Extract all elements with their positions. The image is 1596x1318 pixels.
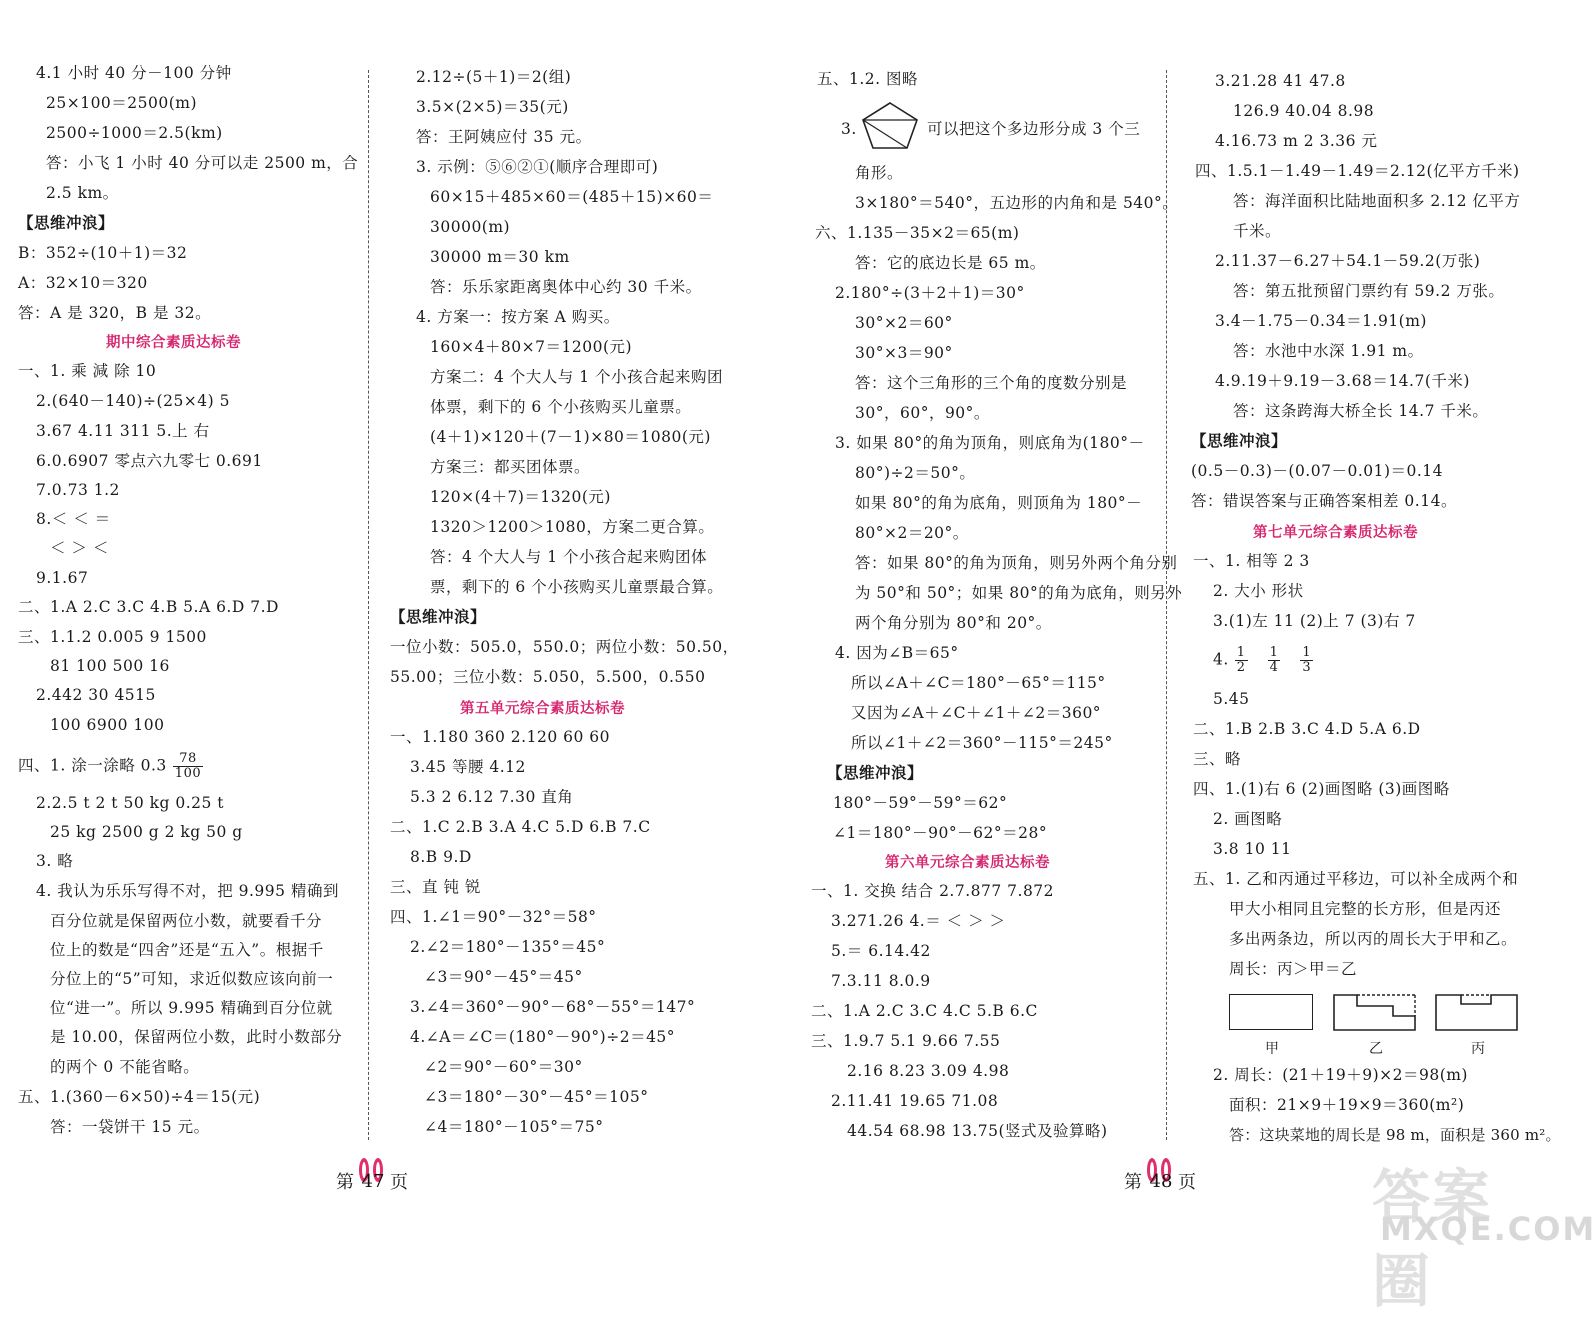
rectangle-jia [1229,994,1313,1030]
fraction [1300,646,1313,675]
text-line: 五、1.2. 图略 [817,70,919,88]
text-line: 二、1.B 2.B 3.C 4.D 5.A 6.D [1193,720,1421,738]
text-line: 81 100 500 16 [50,657,170,675]
text-line: 6.0.6907 零点六九零七 0.691 [36,452,263,470]
text-line: 4. 我认为乐乐写得不对，把 9.995 精确到 [36,882,339,900]
page-number: 47 [361,1170,385,1192]
text-line: 如果 80°的角为底角，则顶角为 180°－ [855,494,1143,512]
text-line: 2.180°÷(3＋2＋1)＝30° [835,284,1025,302]
section-title: 第七单元综合素质达标卷 [1253,525,1418,541]
text-line: 3. 略 [36,852,74,870]
fraction-numerator: 1 [1236,645,1246,660]
text-line: 的两个 0 不能省略。 [50,1058,200,1076]
page-number-left [336,1166,408,1196]
text-line: 44.54 68.98 13.75(竖式及验算略) [847,1122,1108,1140]
text-line: 80°)÷2＝50°。 [855,464,976,482]
text-line: 千米。 [1233,222,1282,240]
text-line: 4.16.73 m 2 3.36 元 [1215,132,1378,150]
text-line: 分位上的“5”可知，求近似数应该向前一 [50,970,334,988]
watermark-url: MXQE.COM [1380,1210,1596,1248]
text-line: 3.5×(2×5)＝35(元) [416,98,569,116]
text-line: 角形。 [855,164,904,182]
text-line: 3.21.28 41 47.8 [1215,72,1346,90]
section-heading: 【思维冲浪】 [827,764,924,782]
text-line: 两个角分别为 80°和 20°。 [855,614,1052,632]
fraction-numerator: 1 [1302,645,1312,660]
text-line: 四、1.(1)右 6 (2)画图略 (3)画图略 [1193,780,1450,798]
text-line: 答：乐乐家距离奥体中心约 30 千米。 [430,278,702,296]
text-line: 为 50°和 50°；如果 80°的角为底角，则另外 [855,584,1183,602]
text-line: 120×(4＋7)＝1320(元) [430,488,611,506]
text-line: 面积：21×9＋19×9＝360(m²) [1229,1096,1465,1114]
text-line: 3. 示例：⑤⑥②①(顺序合理即可) [416,158,659,176]
text-line: 方案二：4 个大人与 1 个小孩合起来购团 [430,368,724,386]
text-line: 五、1.(360－6×50)÷4＝15(元) [18,1088,261,1106]
text-line: 是 10.00，保留两位小数，此时小数部分 [50,1028,343,1046]
text-line: 多出两条边，所以丙的周长大于甲和乙。 [1229,930,1518,948]
text-line: 三、略 [1193,750,1242,768]
text-line: 3. 如果 80°的角为顶角，则底角为(180°－ [835,434,1145,452]
section-heading: 【思维冲浪】 [1191,432,1288,450]
section-heading: 【思维冲浪】 [18,214,115,232]
text-line: B：352÷(10＋1)＝32 [18,244,188,262]
text-line: 所以∠A＋∠C＝180°－65°＝115° [851,674,1106,692]
text-line: 2. 周长：(21＋19＋9)×2＝98(m) [1213,1066,1468,1084]
text-line: 答：水池中水深 1.91 m。 [1233,342,1424,360]
text-line: 一位小数：505.0，550.0；两位小数：50.50， [390,638,739,656]
text-line: 2.∠2＝180°－135°＝45° [410,938,606,956]
text-line: ∠2＝90°－60°＝30° [424,1058,583,1076]
watermark-text: 答案圈 [1372,1163,1493,1315]
text-line: ＜ ＞ ＜ [50,539,109,557]
text-line: 一、1.180 360 2.120 60 60 [390,728,610,746]
figure-yi [1333,992,1417,1032]
figure-label-jia: 甲 [1265,1041,1279,1057]
text-line: 1320＞1200＞1080，方案二更合算。 [430,518,715,536]
fraction [173,752,203,781]
text-line: 一、1. 乘 減 除 10 [18,362,157,380]
text-line: ∠3＝180°－30°－45°＝105° [424,1088,649,1106]
text-line: 答：王阿姨应付 35 元。 [416,128,592,146]
section-title: 第六单元综合素质达标卷 [885,855,1050,871]
figure-label-bing: 丙 [1471,1041,1485,1057]
text-line: 25×100＝2500(m) [46,94,198,112]
text-line: 30°×2＝60° [855,314,953,332]
text-line: 位上的数是“四舍”还是“五入”。根据千 [50,941,324,959]
text-line: 百分位就是保留两位小数，就要看千分 [50,912,323,930]
figure-bing [1435,992,1519,1032]
text-line: 位“进一”。所以 9.995 精确到百分位就 [50,999,333,1017]
text-line: 甲大小相同且完整的长方形，但是丙还 [1229,900,1502,918]
text-line: 7.3.11 8.0.9 [831,972,931,990]
page-prefix: 第 [336,1172,354,1193]
text-line: 5.45 [1213,690,1250,708]
text-line: ∠1＝180°－90°－62°＝28° [833,824,1048,842]
text-line: 4. 因为∠B＝65° [835,644,959,662]
column-divider-1 [368,70,369,1140]
fraction-denominator: 100 [174,766,202,781]
page-number: 48 [1149,1170,1173,1192]
text-fragment: 四、1. 涂一涂略 0.3 [18,756,167,775]
text-line: 四、1.5.1－1.49－1.49＝2.12(亿平方千米) [1195,162,1520,180]
text-line: 答：小飞 1 小时 40 分可以走 2500 m，合 [46,154,359,172]
pentagon-figure [859,100,921,152]
text-line: 30000(m) [430,218,511,236]
text-line: 三、直 钝 锐 [390,878,481,896]
text-line: 30000 m＝30 km [430,248,570,266]
text-line: ∠4＝180°－105°＝75° [424,1118,604,1136]
text-line [18,752,209,781]
text-line: 2.11.37－6.27＋54.1－59.2(万张) [1215,252,1481,270]
text-line: 一、1. 交换 结合 2.7.877 7.872 [811,882,1055,900]
text-line: 3.∠4＝360°－90°－68°－55°＝147° [410,998,696,1016]
text-line: 答：如果 80°的角为顶角，则另外两个角分别 [855,554,1178,572]
page-prefix: 第 [1124,1172,1142,1193]
text-line: 30°，60°，90°。 [855,404,990,422]
text-line: 3.271.26 4.＝ ＜ ＞ ＞ [831,912,1006,930]
text-line: 答：它的底边长是 65 m。 [855,254,1046,272]
text-line: 2.442 30 4515 [36,686,156,704]
text-line: 55.00；三位小数：5.050，5.500，0.550 [390,668,706,686]
text-line: 8.B 9.D [410,848,472,866]
text-fragment: 4. [1213,650,1229,669]
text-line: 体票，剩下的 6 个小孩购买儿童票。 [430,398,692,416]
section-heading: 【思维冲浪】 [390,608,487,626]
text-line: 7.0.73 1.2 [36,481,120,499]
text-line: 答：这条跨海大桥全长 14.7 千米。 [1233,402,1489,420]
text-line: 答：海洋面积比陆地面积多 2.12 亿平方 [1233,192,1521,210]
text-line: 方案三：都买团体票。 [430,458,591,476]
text-line: 六、1.135－35×2＝65(m) [815,224,1020,242]
text-line: 二、1.A 2.C 3.C 4.B 5.A 6.D 7.D [18,598,279,616]
text-line: 三、1.9.7 5.1 9.66 7.55 [811,1032,1001,1050]
text-line: 180°－59°－59°＝62° [833,794,1008,812]
figure-label-yi: 乙 [1369,1041,1383,1057]
text-line: 60×15＋485×60＝(485＋15)×60＝ [430,188,714,206]
text-line: 2. 画图略 [1213,810,1283,828]
text-line: 25 kg 2500 g 2 kg 50 g [50,823,243,841]
text-line: 答：一袋饼干 15 元。 [50,1118,210,1136]
text-line [1213,646,1319,675]
fraction-numerator: 1 [1269,645,1279,660]
text-line: 答：这块菜地的周长是 98 m，面积是 360 m²。 [1229,1126,1561,1144]
text-line: 160×4＋80×7＝1200(元) [430,338,633,356]
text-line: 二、1.A 2.C 3.C 4.C 5.B 6.C [811,1002,1038,1020]
text-line: 2.16 8.23 3.09 4.98 [847,1062,1010,1080]
text-line: 周长：丙＞甲＝乙 [1229,960,1358,978]
text-line: 4. 方案一：按方案 A 购买。 [416,308,620,326]
fraction-denominator: 2 [1236,660,1246,675]
text-line: 5.＝ 6.14.42 [831,942,931,960]
fraction-denominator: 3 [1302,660,1312,675]
text-line: 2500÷1000＝2.5(km) [46,124,223,142]
text-line: 所以∠1＋∠2＝360°－115°＝245° [851,734,1113,752]
text-line: 126.9 40.04 8.98 [1233,102,1375,120]
fraction-denominator: 4 [1269,660,1279,675]
text-line: 2.(640－140)÷(25×4) 5 [36,392,230,410]
text-line: 4.9.19＋9.19－3.68＝14.7(千米) [1215,372,1470,390]
text-line: 答：4 个大人与 1 个小孩合起来购团体 [430,548,708,566]
text-line: 又因为∠A＋∠C＋∠1＋∠2＝360° [851,704,1102,722]
fraction [1268,646,1281,675]
text-line: 二、1.C 2.B 3.A 4.C 5.D 6.B 7.C [390,818,651,836]
text-line: 3.(1)左 11 (2)上 7 (3)右 7 [1213,612,1416,630]
section-title: 第五单元综合素质达标卷 [460,701,625,717]
section-title: 期中综合素质达标卷 [106,335,241,351]
text-line: 4.∠A＝∠C＝(180°－90°)÷2＝45° [410,1028,676,1046]
text-line: 可以把这个多边形分成 3 个三 [927,120,1141,138]
fraction [1235,646,1248,675]
text-line: 3.67 4.11 311 5.上 右 [36,422,210,440]
text-line: 5.3 2 6.12 7.30 直角 [410,788,574,806]
text-line: 9.1.67 [36,569,89,587]
text-line: 8.＜ ＜ ＝ [36,510,111,528]
page-number-right [1124,1166,1196,1196]
text-line: 2.2.5 t 2 t 50 kg 0.25 t [36,794,225,812]
text-line: 答：A 是 320，B 是 32。 [18,304,212,322]
text-line: 30°×3＝90° [855,344,953,362]
text-line: (4＋1)×120＋(7－1)×80＝1080(元) [430,428,711,446]
text-line: 五、1. 乙和丙通过平移边，可以补全成两个和 [1193,870,1519,888]
text-line: 3.4－1.75－0.34＝1.91(m) [1215,312,1427,330]
text-line: 80°×2＝20°。 [855,524,969,542]
text-line: 一、1. 相等 2 3 [1193,552,1310,570]
text-line: (0.5－0.3)－(0.07－0.01)＝0.14 [1191,462,1444,480]
fraction-numerator: 78 [173,752,203,767]
text-line: 答：这个三角形的三个角的度数分别是 [855,374,1128,392]
text-line: 2.5 km。 [46,184,119,202]
text-line: 2. 大小 形状 [1213,582,1304,600]
text-line: 答：错误答案与正确答案相差 0.14。 [1191,492,1457,510]
page-suffix: 页 [1178,1172,1196,1193]
text-line: 三、1.1.2 0.005 9 1500 [18,628,207,646]
watermark-logo [1372,1150,1596,1315]
text-line: 3×180°＝540°，五边形的内角和是 540°。 [855,194,1179,212]
text-line: 100 6900 100 [50,716,165,734]
text-line: 3.45 等腰 4.12 [410,758,526,776]
text-line: A：32×10＝320 [18,274,148,292]
text-line: 4.1 小时 40 分－100 分钟 [36,64,232,82]
page-suffix: 页 [390,1172,408,1193]
text-line: 3.8 10 11 [1213,840,1292,858]
text-line: 票，剩下的 6 个小孩购买儿童票最合算。 [430,578,724,596]
text-line: 3. [841,120,857,138]
text-line: 2.12÷(5＋1)＝2(组) [416,68,572,86]
text-line: 2.11.41 19.65 71.08 [831,1092,999,1110]
text-line: 四、1.∠1＝90°－32°＝58° [390,908,597,926]
column-divider-3 [1166,70,1167,1140]
text-line: ∠3＝90°－45°＝45° [424,968,583,986]
text-line: 答：第五批预留门票约有 59.2 万张。 [1233,282,1505,300]
